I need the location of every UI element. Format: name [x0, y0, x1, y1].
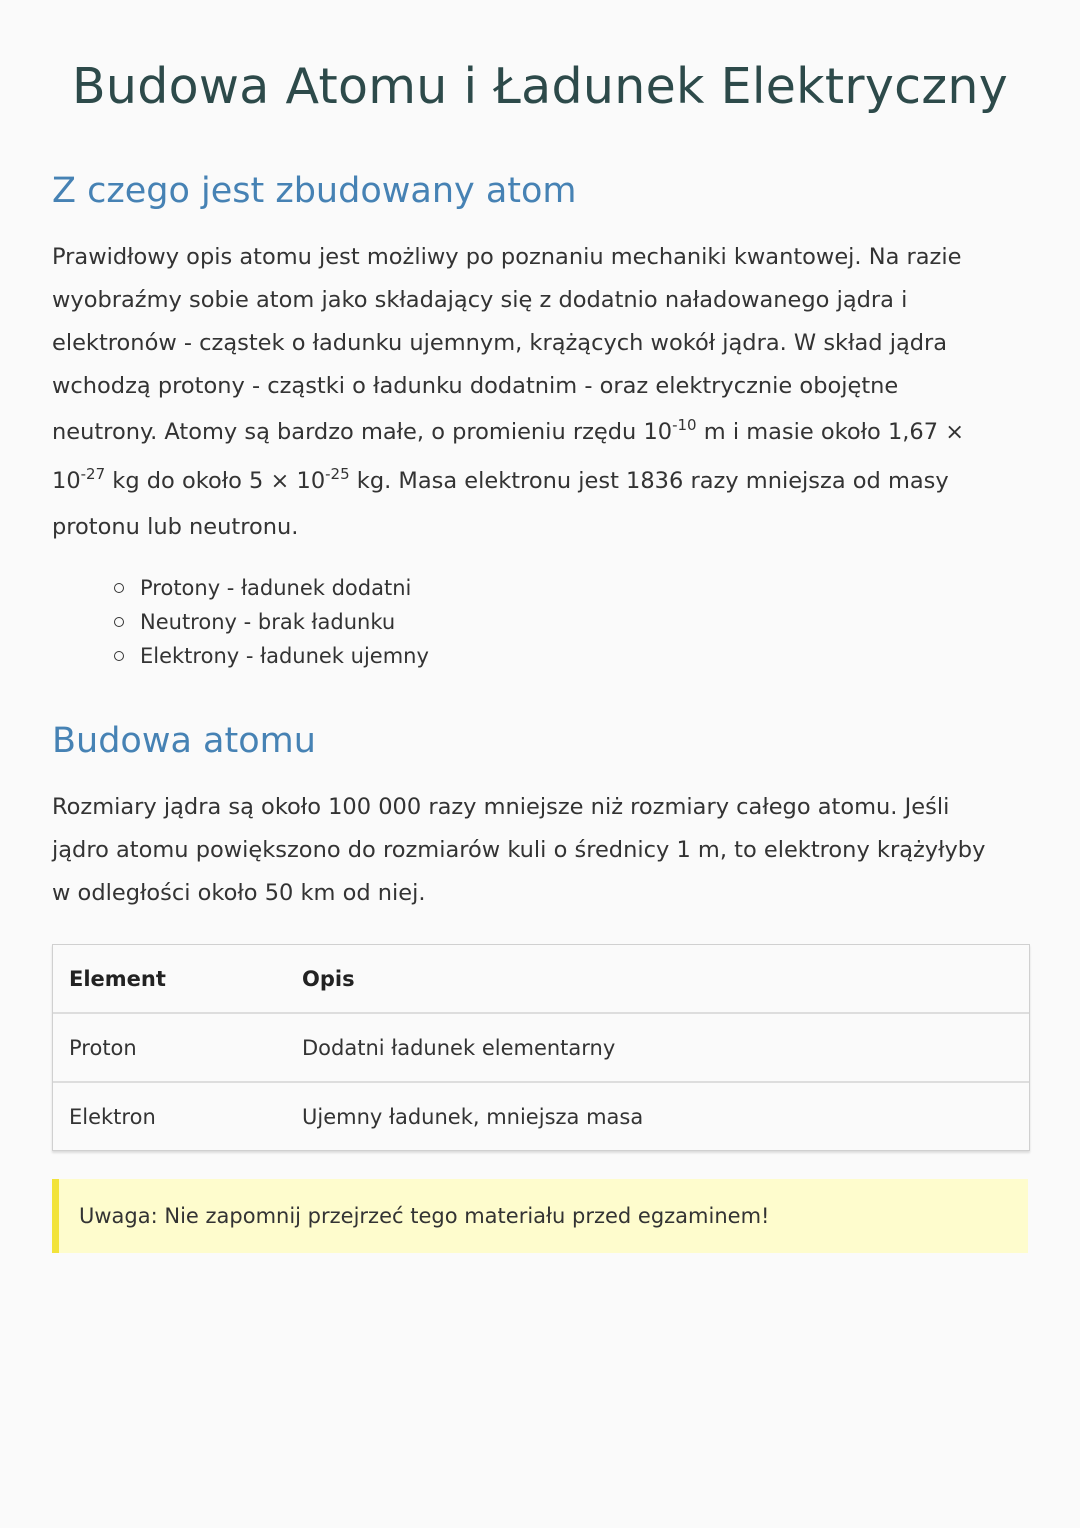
table-header-row: [53, 945, 1029, 1013]
section-heading-atom-structure: Budowa atomu: [52, 721, 316, 761]
list-item-text: Neutrony - brak ładunku: [140, 610, 396, 634]
list-item-text: Elektrony - ładunek ujemny: [140, 644, 429, 668]
warning-note: [52, 1179, 1028, 1253]
list-item: [112, 639, 429, 673]
section-heading-atom-composition: Z czego jest zbudowany atom: [52, 171, 577, 211]
table-cell: Elektron: [69, 1104, 156, 1129]
page-title: Budowa Atomu i Ładunek Elektryczny: [71, 58, 1009, 115]
paragraph-line: [52, 457, 1032, 506]
list-item: [112, 605, 429, 639]
paragraph-text: kg. Masa elektronu jest 1836 razy mniejsza od masy: [349, 468, 949, 494]
atom-structure-paragraph: [52, 786, 1032, 915]
paragraph-text: neutrony. Atomy są bardzo małe, o promieniu rzędu 10: [52, 419, 673, 445]
paragraph-line: wchodzą protony - cząstki o ładunku dodatnim - oraz elektrycznie obojętne: [52, 373, 899, 399]
table-cell: Ujemny ładunek, mniejsza masa: [302, 1104, 644, 1129]
warning-note-text: Uwaga: Nie zapomnij przejrzeć tego materiału przed egzaminem!: [79, 1204, 770, 1228]
paragraph-line: [52, 408, 1032, 457]
paragraph-line: wyobraźmy sobie atom jako składający się z dodatnio naładowanego jądra i: [52, 287, 908, 313]
exponent: -25: [325, 465, 350, 483]
paragraph-text: kg do około 5 × 10: [105, 468, 326, 494]
circle-bullet-icon: [114, 617, 124, 627]
paragraph-line: elektronów - cząstek o ładunku ujemnym, krążących wokół jądra. W skład jądra: [52, 330, 948, 356]
paragraph-line: w odległości około 50 km od niej.: [52, 880, 426, 906]
table-cell: Proton: [53, 1013, 286, 1082]
particles-table: [52, 944, 1030, 1151]
exponent: -10: [672, 416, 697, 434]
paragraph-line: jądro atomu powiększono do rozmiarów kuli o średnicy 1 m, to elektrony krążyłyby: [52, 837, 986, 863]
table-row: [53, 1013, 1029, 1082]
particle-list: [112, 571, 429, 673]
circle-bullet-icon: [114, 583, 124, 593]
list-item-text: Protony - ładunek dodatni: [140, 576, 412, 600]
paragraph-text: 10: [52, 468, 81, 494]
table-row: [53, 1082, 1029, 1150]
table-header-description: Opis: [286, 945, 1029, 1013]
exponent: -27: [80, 465, 106, 483]
atom-composition-paragraph: [52, 236, 1032, 549]
paragraph-line: Rozmiary jądra są około 100 000 razy mniejsze niż rozmiary całego atomu. Jeśli: [52, 794, 950, 820]
paragraph-text: m i masie około 1,67 ×: [696, 419, 965, 445]
paragraph-line: protonu lub neutronu.: [52, 514, 299, 540]
table-cell: Dodatni ładunek elementarny: [286, 1013, 1029, 1082]
table-header-element: Element: [53, 945, 286, 1013]
list-item: [112, 571, 429, 605]
paragraph-line: Prawidłowy opis atomu jest możliwy po poznaniu mechaniki kwantowej. Na razie: [52, 244, 962, 270]
circle-bullet-icon: [114, 651, 124, 661]
